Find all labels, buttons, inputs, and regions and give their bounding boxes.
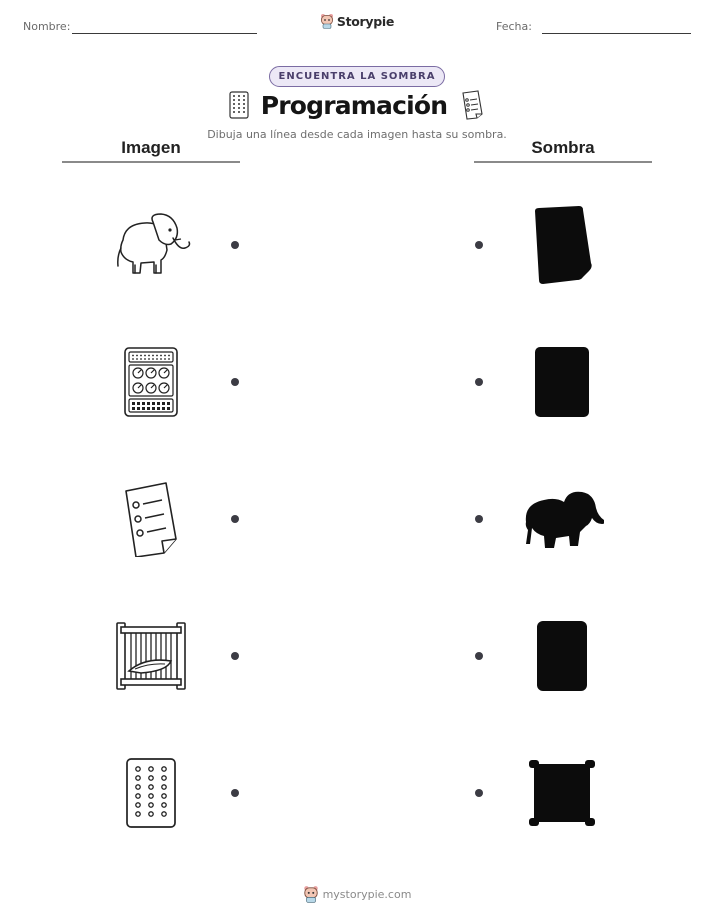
storypie-mascot-icon <box>303 885 319 903</box>
left-item-1 <box>106 200 196 290</box>
right-item-5 <box>517 748 607 838</box>
loom-frame-icon <box>115 621 187 691</box>
left-dot-4[interactable] <box>231 652 239 660</box>
panel-shadow-icon <box>534 346 590 418</box>
left-item-3 <box>106 474 196 564</box>
left-item-5 <box>106 748 196 838</box>
activity-badge: ENCUENTRA LA SOMBRA <box>269 66 446 87</box>
right-item-4 <box>517 611 607 701</box>
left-dot-3[interactable] <box>231 515 239 523</box>
right-item-3 <box>517 474 607 564</box>
left-item-2 <box>106 337 196 427</box>
right-item-1 <box>517 200 607 290</box>
checklist-paper-icon <box>459 90 485 120</box>
column-divider-right <box>474 161 652 163</box>
page-title: Programación <box>260 90 448 120</box>
column-divider-left <box>62 161 240 163</box>
right-dot-3[interactable] <box>475 515 483 523</box>
frame-shadow-icon <box>526 758 598 828</box>
right-dot-1[interactable] <box>475 241 483 249</box>
footer-website[interactable]: mystorypie.com <box>322 887 412 901</box>
right-dot-5[interactable] <box>475 789 483 797</box>
elephant-icon <box>109 210 193 280</box>
left-dot-1[interactable] <box>231 241 239 249</box>
column-header-shadow: Sombra <box>531 138 595 157</box>
checklist-paper-icon <box>116 481 186 557</box>
right-item-2 <box>517 337 607 427</box>
left-dot-2[interactable] <box>231 378 239 386</box>
storypie-mascot-icon <box>320 13 334 29</box>
left-dot-5[interactable] <box>231 789 239 797</box>
brand-name: Storypie <box>336 13 395 29</box>
right-dot-2[interactable] <box>475 378 483 386</box>
left-item-4 <box>106 611 196 701</box>
name-label: Nombre: <box>23 20 71 33</box>
elephant-shadow-icon <box>520 484 604 554</box>
date-label: Fecha: <box>496 20 532 33</box>
card-shadow-icon <box>536 620 588 692</box>
dot-grid-card-icon <box>125 757 177 829</box>
dot-grid-card-icon <box>229 91 249 119</box>
instructions-text: Dibuja una línea desde cada imagen hasta su sombra. <box>207 128 507 141</box>
control-panel-icon <box>123 347 179 417</box>
brand-logo <box>0 13 714 34</box>
right-dot-4[interactable] <box>475 652 483 660</box>
column-header-image: Imagen <box>121 138 181 157</box>
paper-shadow-icon <box>527 205 597 285</box>
footer <box>0 885 714 908</box>
